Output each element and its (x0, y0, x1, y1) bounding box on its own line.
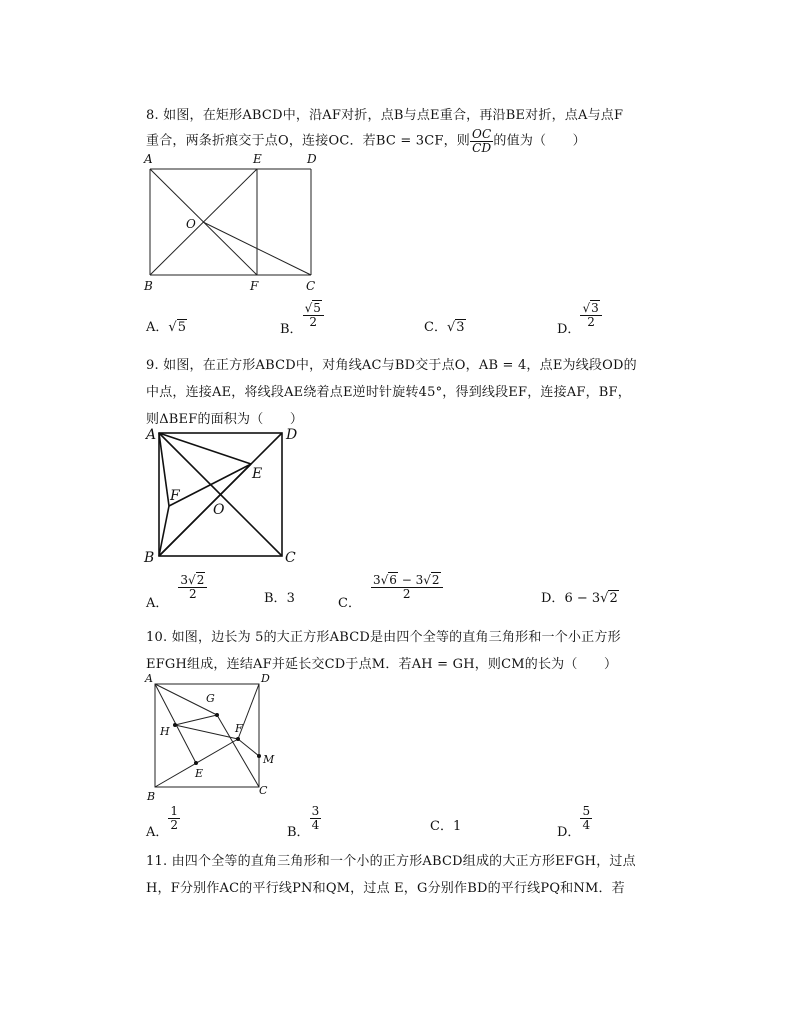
q8-option-d[interactable] (557, 301, 602, 337)
q8-label-B: B (144, 279, 153, 293)
q10-option-d-num: 5 (582, 804, 591, 818)
q9-label-D: D (286, 427, 298, 443)
q9-option-a-den: 2 (189, 586, 197, 601)
q8-option-d-label: D． (557, 321, 581, 337)
q8-option-c[interactable]: C．√3 (424, 320, 465, 335)
q9-option-d[interactable]: D．6 − 3√2 (541, 591, 618, 606)
q10-option-a-num: 1 (170, 804, 179, 818)
q9-label-F: F (170, 488, 180, 504)
q9-option-c-label: C． (338, 595, 361, 611)
q10-option-c-label: C． (430, 819, 453, 834)
q8-label-F: F (250, 279, 259, 293)
q9-seg-BE (159, 464, 251, 556)
q8-label-D: D (307, 152, 317, 166)
q8-line1: 8. 如图，在矩形ABCD中，沿AF对折，点B与点E重合，再沿BE对折，点A与点F (146, 108, 624, 123)
q9-option-c-rad-a: 6 (389, 573, 397, 587)
q10-line1: 10. 如图，边长为 5的大正方形ABCD是由四个全等的直角三角形和一个小正方形 (146, 630, 621, 645)
q10-option-d[interactable] (557, 804, 592, 840)
q9-line3: 则ΔBEF的面积为（ ） (146, 412, 304, 427)
q10-option-b-fraction (310, 805, 322, 831)
q10-label-A: A (145, 672, 153, 685)
q9-label-C: C (285, 550, 296, 566)
q8-ratio-denominator: CD (472, 140, 492, 155)
q8-option-d-fraction: $\frac{√3}{2}$ (580, 302, 601, 328)
q10-figure (140, 670, 285, 805)
q10-option-a-label: A． (146, 824, 169, 840)
q9-option-d-radicand: 2 (609, 591, 618, 606)
q10-point-E (194, 761, 198, 765)
q10-option-a-den: 2 (170, 817, 179, 832)
q10-label-H: H (160, 725, 170, 738)
q8-option-b-fraction: $\frac{√5}{2}$ (303, 302, 324, 328)
q9-label-O: O (213, 502, 225, 518)
q10-option-d-fraction (580, 805, 592, 831)
q9-label-B: B (144, 550, 155, 566)
q9-option-b-value: 3 (286, 591, 295, 606)
q9-option-a-coef: 3 (180, 573, 189, 587)
q9-option-b-label: B． (264, 591, 287, 606)
q10-seg-HF (175, 725, 238, 739)
q10-seg-HG (175, 715, 217, 725)
q10-option-a[interactable] (146, 804, 180, 840)
q9-option-c-den: 2 (402, 586, 411, 601)
q10-option-b-label: B． (287, 824, 310, 840)
q10-option-b-num: 3 (311, 804, 320, 818)
q10-line2: EFGH组成，连结AF并延长交CD于点M．若AH = GH，则CM的长为（ ） (146, 657, 618, 672)
q11-line1: 11. 由四个全等的直角三角形和一个小的正方形ABCD组成的大正方形EFGH，过点 (146, 854, 636, 869)
q9-option-a-radicand: 2 (196, 573, 205, 587)
q9-line2: 中点，连接AE，将线段AE绕着点E逆时针旋转45°，得到线段EF，连接AF，BF， (146, 385, 631, 400)
q8-label-A: A (144, 152, 153, 166)
q10-point-G (215, 713, 219, 717)
q9-seg-AF (159, 433, 169, 506)
q9-option-b[interactable] (264, 587, 295, 606)
q8-option-d-radicand: 3 (591, 301, 599, 315)
q10-option-a-fraction (168, 805, 180, 831)
q10-point-H (173, 723, 177, 727)
q9-option-a-label: A． (146, 595, 169, 611)
q8-option-a-label: A． (146, 320, 169, 335)
q10-option-d-den: 4 (582, 817, 591, 832)
q9-option-a[interactable] (146, 573, 207, 611)
q9-option-c-coef-a: 3 (372, 573, 381, 587)
q9-option-c-rad-b: 2 (431, 573, 440, 587)
q9-seg-EF (169, 464, 251, 506)
q8-ratio-fraction (470, 128, 493, 154)
q10-label-G: G (206, 692, 215, 705)
q8-figure (140, 150, 320, 295)
q9-option-c[interactable] (338, 573, 443, 611)
q8-option-b-label: B． (280, 321, 303, 337)
q8-option-a-radicand: 5 (177, 320, 186, 335)
q10-option-b-den: 4 (311, 817, 320, 832)
q9-label-A: A (146, 427, 157, 443)
q9-option-d-label: D． (541, 591, 565, 606)
q9-option-c-fraction: $\frac{3√6 - 3√2}{2}$ (371, 574, 443, 600)
q8-label-C: C (306, 279, 316, 293)
q8-label-O: O (186, 217, 196, 231)
q9-option-a-fraction: $\frac{3√2}{2}$ (178, 574, 207, 600)
q8-option-c-label: C． (424, 320, 447, 335)
q9-figure (140, 422, 310, 572)
q9-label-E: E (252, 466, 263, 482)
q8-option-b-radicand: 5 (313, 301, 321, 315)
q10-label-M: M (263, 753, 275, 766)
q10-label-B: B (147, 790, 156, 803)
q9-option-c-coef-b: − 3 (397, 573, 424, 587)
q11-line2: H，F分别作AC的平行线PN和QM，过点 E，G分别作BD的平行线PQ和NM．若 (146, 881, 625, 896)
q8-line2-post: 的值为（ ） (493, 133, 586, 149)
q10-label-D: D (261, 672, 270, 685)
q10-label-E: E (195, 767, 204, 780)
q10-option-d-label: D． (557, 824, 581, 840)
q10-label-C: C (259, 784, 268, 797)
q9-line1: 9. 如图，在正方形ABCD中，对角线AC与BD交于点O，AB = 4，点E为线段OD的 (146, 358, 637, 373)
q9-seg-AE (159, 433, 251, 464)
q8-option-c-radicand: 3 (456, 320, 465, 335)
q10-option-c-value: 1 (452, 819, 462, 834)
q8-label-E: E (253, 152, 262, 166)
q8-option-d-den: 2 (587, 314, 595, 329)
q10-seg-FM (238, 739, 259, 756)
q8-line2-pre: 重合，两条折痕交于点O，连接OC．若BC = 3CF，则 (146, 133, 470, 149)
q10-option-b[interactable] (287, 804, 321, 840)
q8-option-b[interactable] (280, 301, 324, 337)
q10-point-F (236, 737, 240, 741)
q9-option-d-text: 6 − 3 (564, 591, 601, 606)
q10-option-c[interactable] (430, 815, 461, 834)
q10-label-F: F (235, 722, 243, 735)
q8-option-a[interactable]: A．√5 (146, 320, 186, 335)
q8-ratio-numerator: OC (472, 127, 492, 141)
q8-option-b-den: 2 (309, 314, 318, 329)
q10-point-M (257, 754, 261, 758)
